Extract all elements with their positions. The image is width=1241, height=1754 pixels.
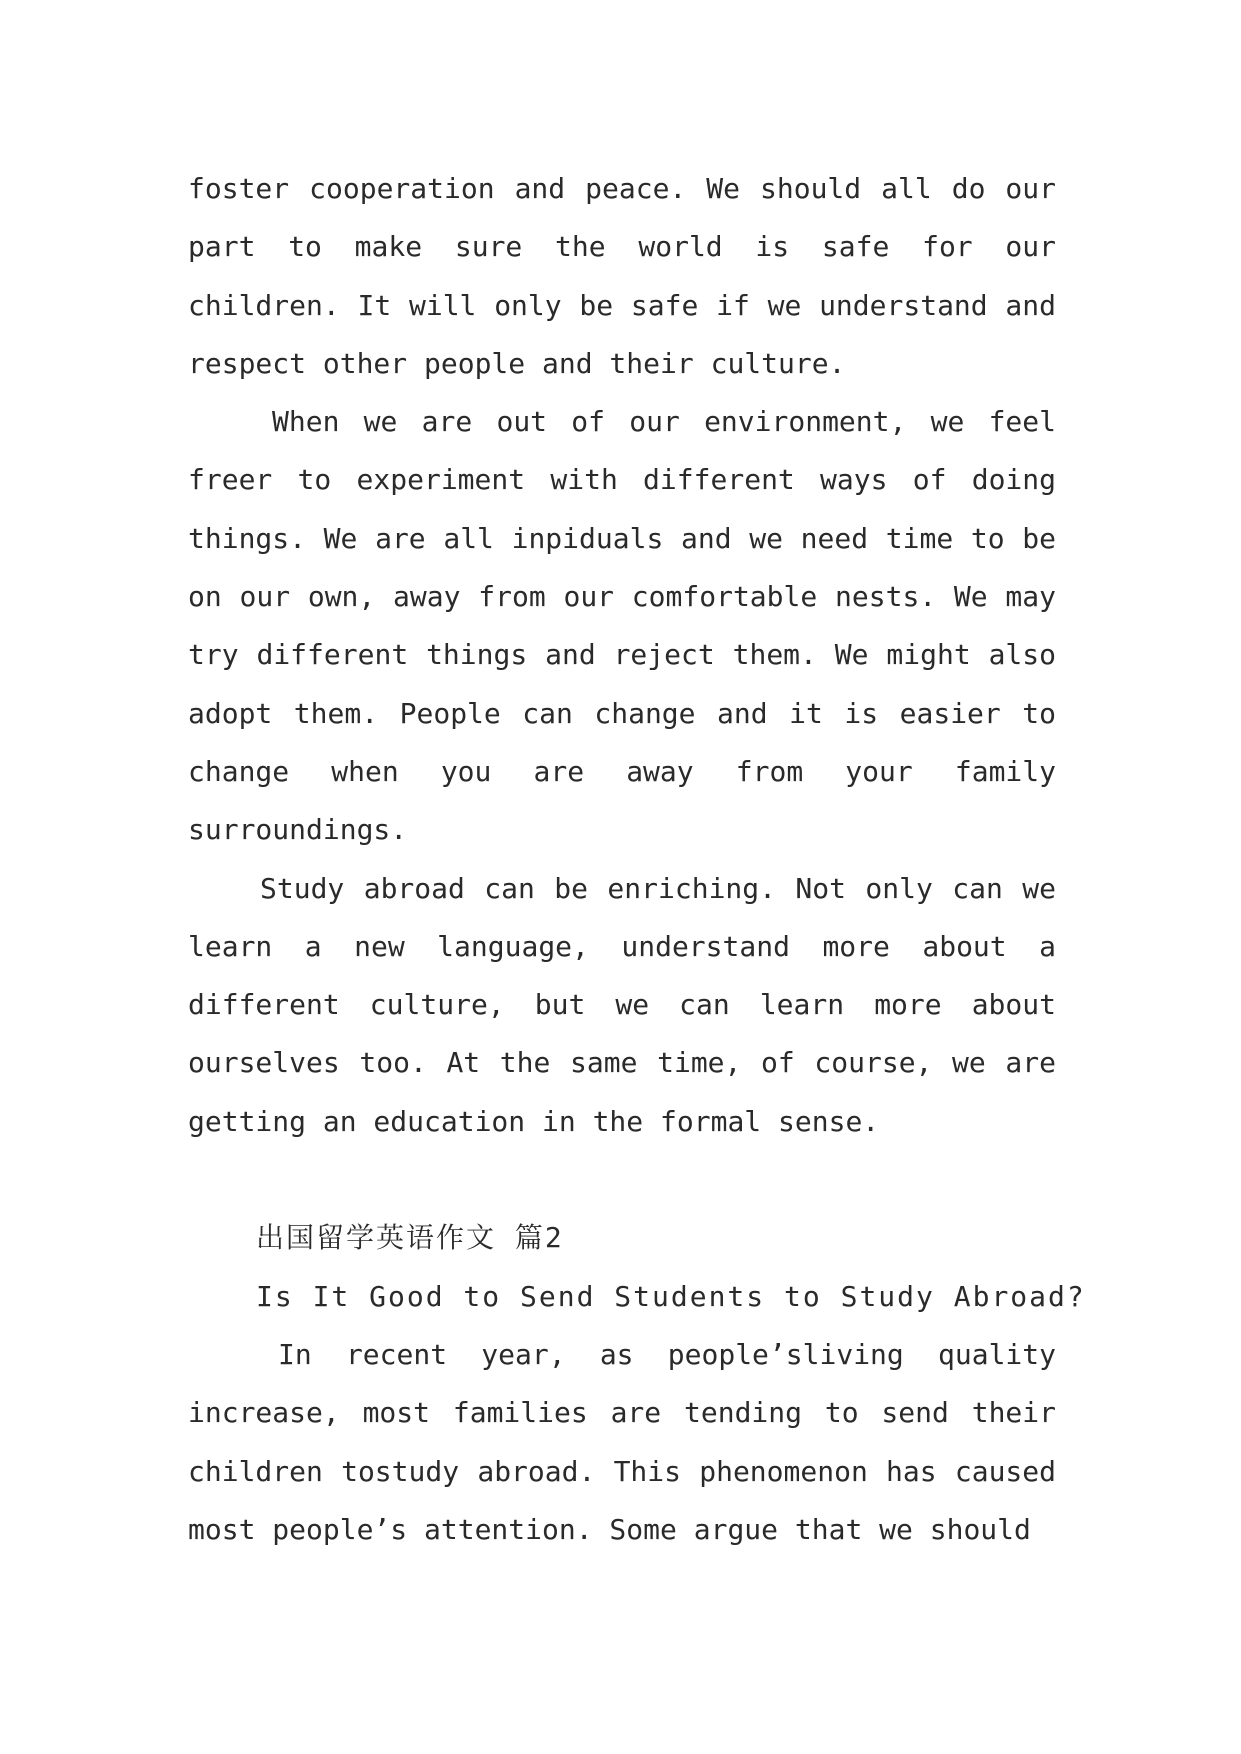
- paragraph-spacer: [188, 1151, 1056, 1209]
- essay-title: Is It Good to Send Students to Study Abroad?: [256, 1279, 1086, 1313]
- paragraph-enriching: Study abroad can be enriching. Not only can we learn a new language, understand more about a different culture, but we can learn more about ourselves too. At the same time, of course, we are getting an education in the formal sense.: [188, 871, 1056, 1138]
- paragraph-cooperation: foster cooperation and peace. We should all do our part to make sure the world is safe for our children. It will only be safe if we understand and respect other people and their culture.: [188, 172, 1056, 380]
- paragraph-recent-year: In recent year, as people’sliving quality increase, most families are tending to send their children tostudy abroad. This phenomenon has caused most people’s attention. Some argue that we should: [188, 1337, 1056, 1546]
- section-heading: 出国留学英语作文 篇2: [256, 1221, 564, 1255]
- document-body: [188, 160, 1086, 1559]
- paragraph-environment: When we are out of our environment, we feel freer to experiment with different ways of doing things. We are all inpiduals and we need time to be on our own, away from our comfortable nests. We may try different things and reject them. We might also adopt them. People can change and it is easier to change when you are away from your family surroundings.: [188, 405, 1056, 847]
